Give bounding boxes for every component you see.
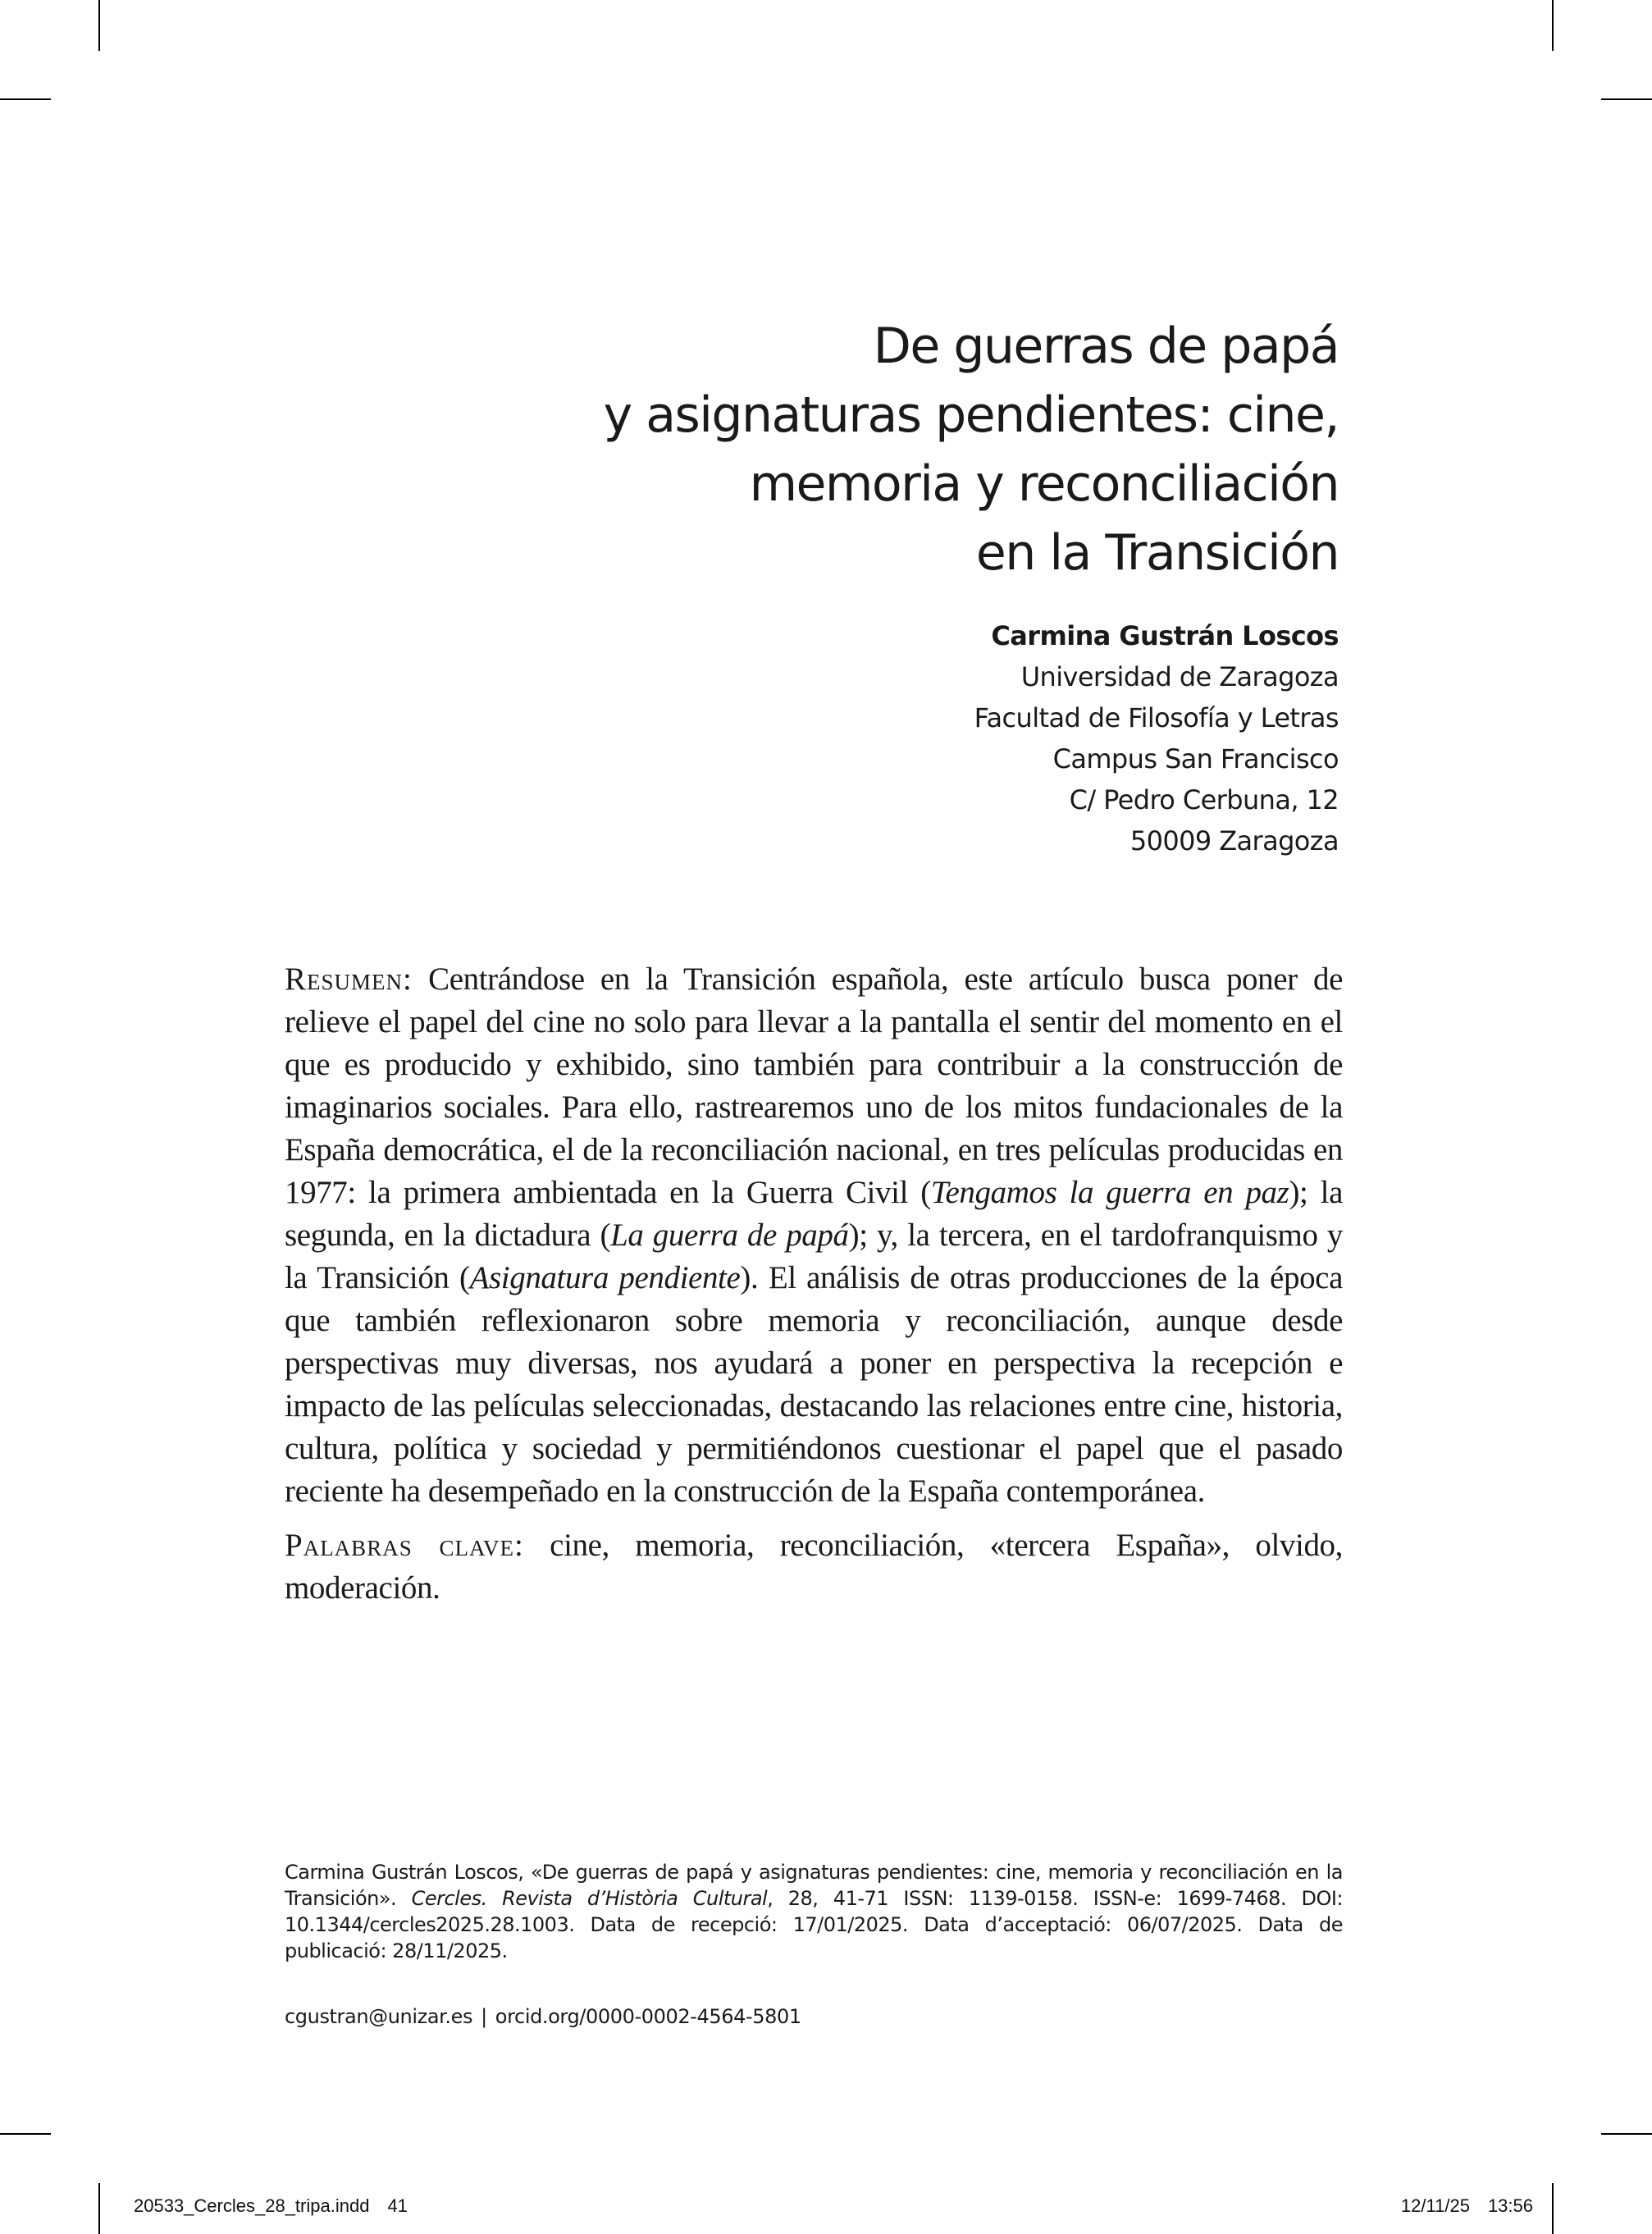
crop-mark-bottom-left-horizontal [0,2133,51,2135]
title-line: De guerras de papá [873,318,1339,375]
author-block [764,615,1339,861]
separator: | [481,2005,487,2028]
film-title: Tengamos la guerra en paz [930,1175,1289,1210]
slug-time: 13:56 [1487,2195,1533,2216]
article-title [518,312,1339,587]
author-email-link[interactable]: cgustran@unizar.es [285,2005,473,2028]
abstract-text: ); la segunda, en la dictadura ( [285,1175,1344,1253]
crop-mark-top-left-vertical [98,0,100,51]
crop-mark-top-right-horizontal [1601,98,1652,100]
citation-text [285,1859,1343,1964]
affiliation-line: 50009 Zaragoza [1129,825,1339,857]
crop-mark-top-left-horizontal [0,98,51,100]
author-name: Carmina Gustrán Loscos [991,620,1339,651]
affiliation-line: Universidad de Zaragoza [1020,661,1339,692]
citation-part: , 28, 41-71 ISSN: 1139-0158. ISSN-e: 1699-7468. DOI: 10.1344/cercles2025.28.1003. Data de recepció: 17/01/2025. Data d’acceptació: 06/07/2025. Data de publicació: 28/11/2025. [285,1887,1344,1962]
keywords-label: Palabras clave: [285,1528,524,1563]
orcid-link[interactable]: orcid.org/0000-0002-4564-5801 [495,2005,801,2028]
abstract-text: ); y, la tercera, en el tardofranquismo y la Transición ( [285,1218,1343,1295]
abstract-paragraph [285,958,1343,1513]
journal-name: Cercles. Revista d’Història Cultural [411,1887,768,1910]
affiliation-line: C/ Pedro Cerbuna, 12 [1069,784,1339,815]
film-title: La guerra de papá [610,1218,849,1253]
slug-filename: 20533_Cercles_28_tripa.indd [134,2195,370,2216]
title-line: memoria y reconciliación [749,455,1339,513]
citation-block [285,1859,1343,1964]
title-line: en la Transición [975,524,1339,582]
abstract-text: ). El análisis de otras producciones de la época que también reflexionaron sobre memoria y reconciliación, aunque desde perspectivas muy diversas, nos ayudará a poner en perspectiva la recepción e impacto de las películas seleccionadas, destacando las relaciones entre cine, historia, cultura, política y sociedad y permitiéndonos cuestionar el papel que el pasado reciente ha desempeñado en la construcción de la España contemporánea. [285,1260,1343,1509]
slug-date: 12/11/25 [1400,2195,1470,2216]
abstract-text: Centrándose en la Transición española, este artículo busca poner de relieve el papel del cine no solo para llevar a la pantalla el sentir del momento en el que es producido y exhibido, sino también para contribuir a la construcción de imaginarios sociales. Para ello, rastrearemos uno de los mitos fundacionales de la España democrática, el de la reconciliación nacional, en tres películas producidas en 1977: la primera ambientada en la Guerra Civil ( [285,962,1343,1210]
slug-page-number: 41 [387,2195,408,2216]
slug-timestamp [1401,2195,1533,2217]
affiliation-line: Campus San Francisco [1052,743,1339,774]
affiliation-line: Facultad de Filosofía y Letras [974,702,1339,733]
crop-mark-top-right-vertical [1552,0,1554,51]
abstract-label: Resumen: [285,962,413,997]
title-line: y asignaturas pendientes: cine, [603,386,1339,444]
slug-file-info [134,2195,408,2217]
keywords-text: cine, memoria, reconciliación, «tercera España», olvido, moderación. [285,1528,1343,1606]
contact-line [285,2003,801,2030]
crop-mark-bottom-left-vertical [98,2183,100,2234]
citation-part: Carmina Gustrán Loscos, «De guerras de papá y asignaturas pendientes: cine, memoria y reconciliación en la Transición». [285,1861,1343,1910]
crop-mark-bottom-right-horizontal [1601,2133,1652,2135]
crop-mark-bottom-right-vertical [1552,2183,1554,2234]
abstract-section [285,958,1343,1610]
film-title: Asignatura pendiente [469,1260,741,1295]
keywords-paragraph [285,1524,1343,1610]
